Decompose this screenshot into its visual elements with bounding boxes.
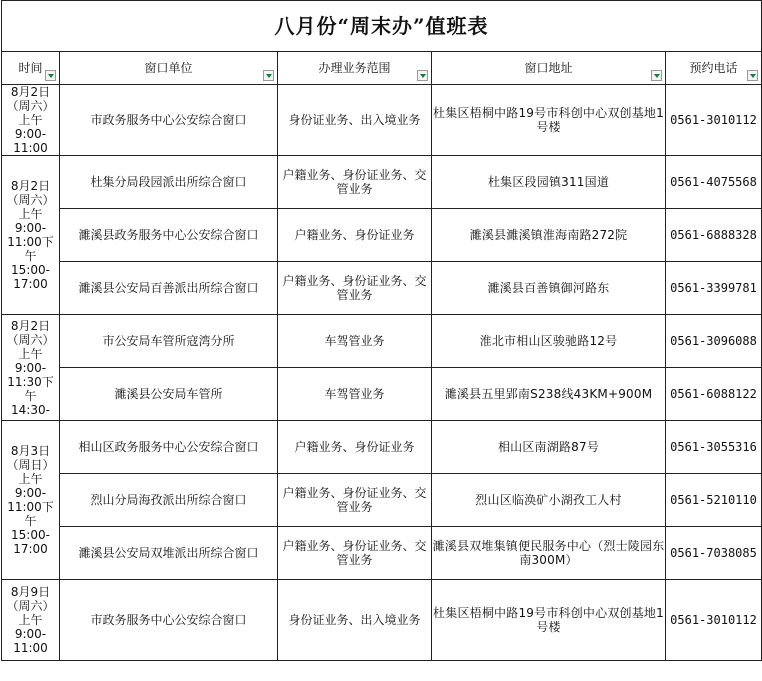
address-cell: 濉溪县濉溪镇淮海南路272院 xyxy=(432,209,666,262)
table-row xyxy=(2,421,762,474)
header-label: 办理业务范围 xyxy=(318,61,391,75)
time-text: 8月2日 （周六） 上午 9:00- 11:30下 午 14:30- xyxy=(6,318,55,417)
address-cell: 杜集区段园镇311国道 xyxy=(432,156,666,209)
table-row xyxy=(2,474,762,527)
header-label: 窗口单位 xyxy=(144,61,193,75)
scope-cell: 身份证业务、出入境业务 xyxy=(278,580,432,661)
unit-cell: 相山区政务服务中心公安综合窗口 xyxy=(60,421,278,474)
phone-cell: 0561-6888328 xyxy=(666,209,762,262)
unit-cell: 市政务服务中心公安综合窗口 xyxy=(60,580,278,661)
unit-cell: 烈山分局海孜派出所综合窗口 xyxy=(60,474,278,527)
phone-cell: 0561-3055316 xyxy=(666,421,762,474)
scope-cell: 户籍业务、身份证业务 xyxy=(278,421,432,474)
address-cell: 杜集区梧桐中路19号市科创中心双创基地1号楼 xyxy=(432,85,666,156)
address-cell: 濉溪县五里郢南S238线43KM+900M xyxy=(432,368,666,421)
scope-cell: 户籍业务、身份证业务、交管业务 xyxy=(278,262,432,315)
phone-cell: 0561-3399781 xyxy=(666,262,762,315)
time-text: 8月9日 （周六） 上午 9:00- 11:00 xyxy=(6,585,55,655)
filter-dropdown-icon[interactable] xyxy=(651,70,662,81)
scope-cell: 户籍业务、身份证业务 xyxy=(278,209,432,262)
scope-cell: 车驾管业务 xyxy=(278,315,432,368)
header-cell-address xyxy=(432,52,666,85)
time-text: 8月3日 （周日） 上午 9:00- 11:00下 午 15:00- 17:00 xyxy=(6,444,55,556)
phone-cell: 0561-5210110 xyxy=(666,474,762,527)
unit-cell: 濉溪县公安局双堆派出所综合窗口 xyxy=(60,527,278,580)
time-cell xyxy=(2,580,60,661)
scope-cell: 身份证业务、出入境业务 xyxy=(278,85,432,156)
table-row xyxy=(2,85,762,156)
unit-cell: 市公安局车管所寇湾分所 xyxy=(60,315,278,368)
phone-cell: 0561-6088122 xyxy=(666,368,762,421)
filter-dropdown-icon[interactable] xyxy=(45,70,56,81)
unit-cell: 濉溪县公安局百善派出所综合窗口 xyxy=(60,262,278,315)
scope-cell: 车驾管业务 xyxy=(278,368,432,421)
table-title: 八月份“周末办”值班表 xyxy=(2,1,762,52)
scope-cell: 户籍业务、身份证业务、交管业务 xyxy=(278,527,432,580)
duty-schedule-table xyxy=(1,0,762,661)
scope-cell: 户籍业务、身份证业务、交管业务 xyxy=(278,156,432,209)
header-label: 时间 xyxy=(18,61,43,75)
unit-cell: 市政务服务中心公安综合窗口 xyxy=(60,85,278,156)
phone-cell: 0561-3010112 xyxy=(666,85,762,156)
header-cell-unit xyxy=(60,52,278,85)
unit-cell: 濉溪县政务服务中心公安综合窗口 xyxy=(60,209,278,262)
scope-cell: 户籍业务、身份证业务、交管业务 xyxy=(278,474,432,527)
address-cell: 淮北市相山区骏驰路12号 xyxy=(432,315,666,368)
table-row xyxy=(2,315,762,368)
phone-cell: 0561-3010112 xyxy=(666,580,762,661)
table-row xyxy=(2,368,762,421)
time-cell xyxy=(2,315,60,421)
table-row xyxy=(2,262,762,315)
phone-cell: 0561-4075568 xyxy=(666,156,762,209)
table-row xyxy=(2,527,762,580)
header-cell-scope xyxy=(278,52,432,85)
address-cell: 杜集区梧桐中路19号市科创中心双创基地1号楼 xyxy=(432,580,666,661)
filter-dropdown-icon[interactable] xyxy=(417,70,428,81)
header-cell-phone xyxy=(666,52,762,85)
address-cell: 濉溪县双堆集镇便民服务中心（烈士陵园东南300M） xyxy=(432,527,666,580)
table-row xyxy=(2,580,762,661)
phone-cell: 0561-7038085 xyxy=(666,527,762,580)
time-text: 8月2日 （周六） 上午 9:00- 11:00 xyxy=(6,85,55,155)
time-cell xyxy=(2,85,60,156)
address-cell: 濉溪县百善镇御河路东 xyxy=(432,262,666,315)
time-cell xyxy=(2,156,60,315)
table-row xyxy=(2,209,762,262)
address-cell: 相山区南湖路87号 xyxy=(432,421,666,474)
unit-cell: 濉溪县公安局车管所 xyxy=(60,368,278,421)
header-cell-time xyxy=(2,52,60,85)
filter-dropdown-icon[interactable] xyxy=(747,70,758,81)
table-row xyxy=(2,156,762,209)
header-label: 预约电话 xyxy=(689,61,738,75)
header-label: 窗口地址 xyxy=(524,61,573,75)
time-text: 8月2日 （周六） 上午 9:00- 11:00下 午 15:00- 17:00 xyxy=(6,179,55,291)
filter-dropdown-icon[interactable] xyxy=(263,70,274,81)
time-cell xyxy=(2,421,60,580)
unit-cell: 杜集分局段园派出所综合窗口 xyxy=(60,156,278,209)
address-cell: 烈山区临涣矿小湖孜工人村 xyxy=(432,474,666,527)
phone-cell: 0561-3096088 xyxy=(666,315,762,368)
